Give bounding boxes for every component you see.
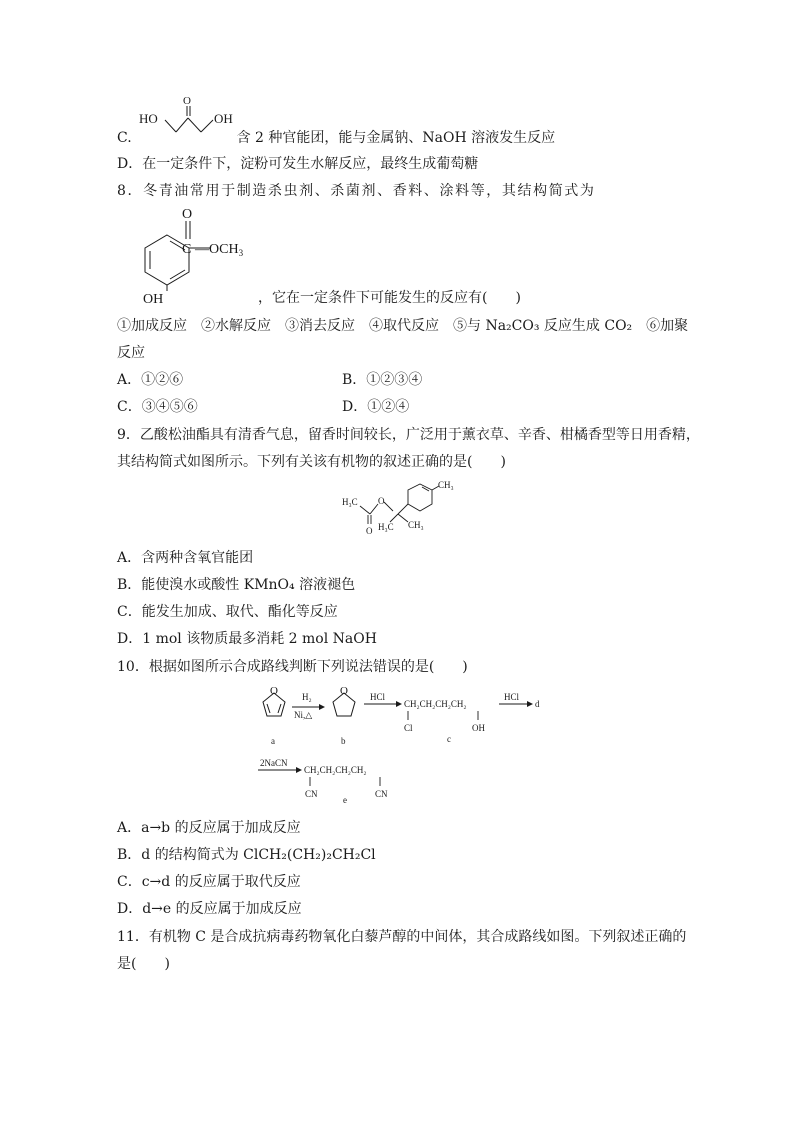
q10-option-b: B．d 的结构简式为 ClCH₂(CH₂)₂CH₂Cl xyxy=(117,847,376,863)
q8-struct-c: C xyxy=(182,242,192,257)
q8-option-b: B．①②③④ xyxy=(342,372,423,388)
q10-scheme xyxy=(246,682,556,812)
q10-c-cl: Cl xyxy=(404,723,413,733)
q10-e-chain: CH₂CH₂CH₂CH₂ xyxy=(304,765,367,775)
q7-struct-o: O xyxy=(183,95,191,107)
q11-stem-line2: 是( ) xyxy=(117,956,170,972)
q10-option-d: D．d→e 的反应属于加成反应 xyxy=(117,901,302,917)
q9-struct-ch3-right: CH₃ xyxy=(408,520,424,530)
q10-d: d xyxy=(535,699,540,709)
q7-option-c xyxy=(117,129,555,147)
q8-struct-oh: OH xyxy=(143,292,164,305)
q9-struct-o-ring: O xyxy=(378,496,385,506)
q9-option-b: B．能使溴水或酸性 KMnO₄ 溶液褪色 xyxy=(117,577,356,593)
q9-struct-ch3-top: CH₃ xyxy=(438,480,454,490)
q10-hcl2: HCl xyxy=(504,692,520,702)
q10-stem: 10．根据如图所示合成路线判断下列说法错误的是( ) xyxy=(117,659,468,675)
q7-option-d: D．在一定条件下，淀粉可发生水解反应，最终生成葡萄糖 xyxy=(117,156,479,172)
q7-c-prefix: C. xyxy=(117,130,132,146)
q8-reactions-line1: ①加成反应 ②水解反应 ③消去反应 ④取代反应 ⑤与 Na₂CO₃ 反应生成 CO₂ ⑥加聚 xyxy=(117,318,689,334)
q10-o2: O xyxy=(340,685,348,697)
q11-stem-line1: 11．有机物 C 是合成抗病毒药物氧化白藜芦醇的中间体，其合成路线如图。下列叙述正确的 xyxy=(117,929,687,945)
q9-struct-o-bottom: O xyxy=(366,526,373,536)
q8-struct-o: O xyxy=(182,207,193,222)
q10-hcl1: HCl xyxy=(370,692,386,702)
q7-c-text: 含 2 种官能团，能与金属钠、NaOH 溶液发生反应 xyxy=(236,130,556,146)
q9-stem-line2: 其结构简式如图所示。下列有关该有机物的叙述正确的是( ) xyxy=(117,454,506,470)
q9-option-c: C．能发生加成、取代、酯化等反应 xyxy=(117,604,338,620)
q10-h2: H₂ xyxy=(302,692,312,702)
q8-struct-och3: $—OCH_3$ xyxy=(195,242,244,258)
q10-label-e: e xyxy=(343,795,347,805)
q10-e-cn1: CN xyxy=(305,789,318,799)
q8-option-d: D．①②④ xyxy=(342,399,410,415)
q8-option-a: A．①②⑥ xyxy=(117,372,184,388)
q8-structure xyxy=(115,205,275,305)
q7-struct-oh: OH xyxy=(214,111,233,126)
q9-structure xyxy=(338,478,458,540)
q10-option-c: C．c→d 的反应属于取代反应 xyxy=(117,874,301,890)
q8-stem: 8．冬青油常用于制造杀虫剂、杀菌剂、香料、涂料等，其结构简式为 xyxy=(117,183,596,199)
q9-struct-h3c-bottom: H₃C xyxy=(378,522,394,532)
q10-nacn: 2NaCN xyxy=(260,758,288,768)
q7-struct-ho: HO xyxy=(139,111,158,126)
q10-c-oh: OH xyxy=(472,723,485,733)
q8-tail: ，它在一定条件下可能发生的反应有( ) xyxy=(258,290,521,306)
q9-option-d: D．1 mol 该物质最多消耗 2 mol NaOH xyxy=(117,631,377,647)
q10-label-a: a xyxy=(271,736,275,746)
q8-option-c: C．③④⑤⑥ xyxy=(117,399,198,415)
q10-e-cn2: CN xyxy=(375,789,388,799)
q8-reactions-line2: 反应 xyxy=(117,345,145,361)
q10-ni: Ni,△ xyxy=(294,710,313,720)
q9-stem-line1: 9．乙酸松油酯具有清香气息，留香时间较长，广泛用于薰衣草、辛香、柑橘香型等日用香精， xyxy=(117,427,700,443)
q10-option-a: A．a→b 的反应属于加成反应 xyxy=(117,820,301,836)
q10-c-chain: CH₂CH₂CH₂CH₂ xyxy=(404,699,467,709)
q10-label-c: c xyxy=(447,734,451,744)
q10-label-b: b xyxy=(341,736,346,746)
q9-option-a: A．含两种含氧官能团 xyxy=(117,550,254,566)
q10-o1: O xyxy=(270,685,278,697)
q9-struct-h3c-left: H₃C xyxy=(342,497,358,507)
